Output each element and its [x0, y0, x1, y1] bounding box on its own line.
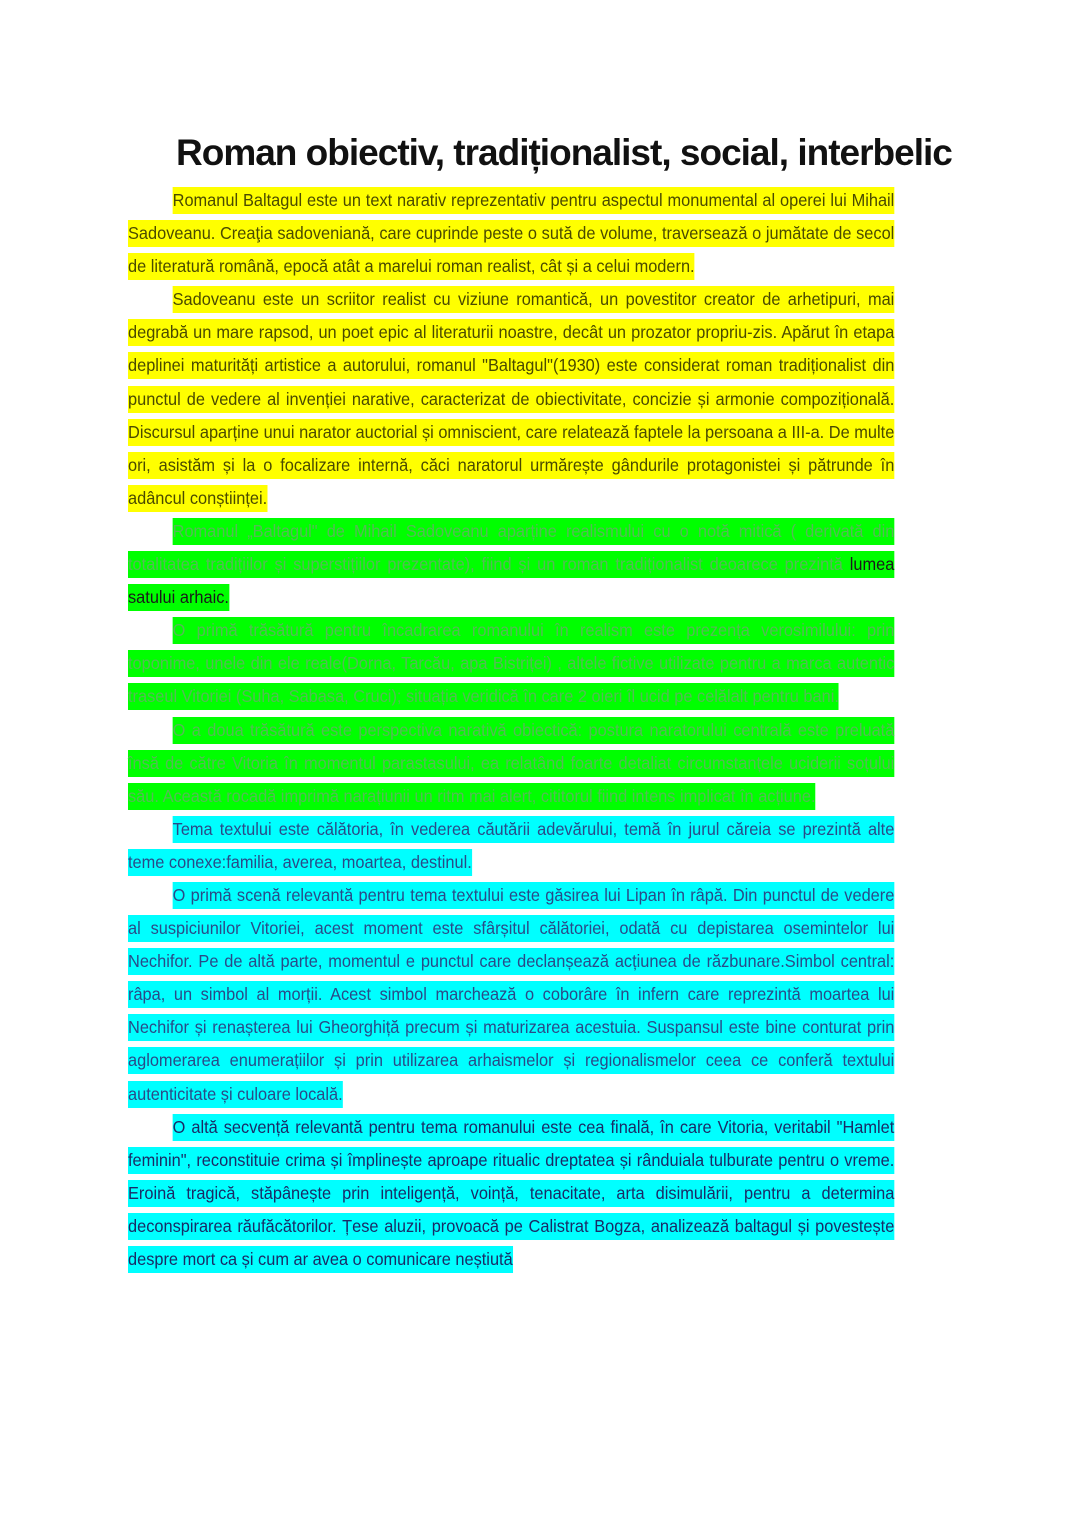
paragraph: [128, 184, 894, 283]
paragraph-text: O primă scenă relevantă pentru tema textului este găsirea lui Lipan în râpă. Din punctul de vedere al suspiciunilor Vitoriei, acest moment este sfârșitul călătoriei, odată cu depistarea osemintelor lui Nechifor. Pe de altă parte, momentul e punctul care declanșează acțiunea de răzbunare.Simbol central: râpa, un simbol al morții. Acest simbol marchează o coborâre în infern care reprezintă moartea lui Nechifor și renașterea lui Gheorghiță precum și maturizarea acestuia. Suspansul este bine conturat prin aglomerarea enumerațiilor și prin utilizarea arhaismelor și regionalismelor ceea ce conferă textului autenticitate și culoare locală.: [128, 882, 894, 1108]
paragraph: [128, 879, 894, 1111]
paragraph-text: Romanul Baltagul este un text narativ reprezentativ pentru aspectul monumental al operei lui Mihail Sadoveanu. Creaţia sadoveniană, care cuprinde peste o sută de volume, traversează o jumătate de secol de literatură română, epocă atât a marelui roman realist, cât și a celui modern.: [128, 187, 894, 280]
paragraph: [128, 813, 894, 879]
paragraph-text: Tema textului este călătoria, în vederea căutării adevărului, temă în jurul căreia se prezintă alte teme conexe:familia, averea, moartea, destinul.: [128, 816, 894, 876]
document-body: [128, 184, 894, 1276]
paragraph: [128, 1111, 894, 1276]
document-title: Roman obiectiv, tradiționalist, social, interbelic: [176, 132, 952, 173]
paragraph: [128, 614, 894, 713]
paragraph: [128, 515, 894, 614]
paragraph-text-tail: lumea satului arhaic.: [128, 554, 895, 608]
paragraph: [128, 714, 894, 813]
paragraph-text: [128, 518, 894, 611]
paragraph-text-main: Romanul „Baltagul" de Mihail Sadoveanu aparține realismului cu o notă mitică ( derivată din totalitatea tradițiilor și superstițiilor prezentate), fiind și un roman tradiționalist deoarece prezintă: [128, 520, 895, 575]
paragraph-text: O a doua trăsătură este perspectiva narativă obiectică: postura naratorului centrală este preluată însă de către Vitoria în momentul parastasului, ea relatând foarte detaliat circumstanțele uciderii soțului său. Această rocadă imprimă narațiunii un ritm mai alert, cititorul fiind intens implicat în acțiune.: [128, 717, 894, 810]
paragraph: [128, 283, 894, 515]
paragraph-text: O primă trăsătură pentru încadrarea romanului în realism este prezența verosimilului: prin toponime, unele din ele reale(Dorna, Tarcău, apa Bistriței) , altele fictive utilizate pentru a marca autentic traseul Vitoriei (Suha, Sabasa, Cruci); situația veridică în care 2 oieri îl ucid pe celălalt pentru bani.: [128, 617, 894, 710]
paragraph-text: O altă secvență relevantă pentru tema romanului este cea finală, în care Vitoria, veritabil "Hamlet feminin", reconstituie crima și împlinește aproape ritualic dreptatea și rânduiala tulburate pentru o vreme. Eroină tragică, stăpânește prin inteligență, voință, tenacitate, arta disimulării, pentru a determina deconspirarea răufăcătorilor. Țese aluzii, provoacă pe Calistrat Bogza, analizează baltagul și povestește despre mort ca și cum ar avea o comunicare neștiută: [128, 1114, 894, 1273]
paragraph-text: Sadoveanu este un scriitor realist cu viziune romantică, un povestitor creator de arhetipuri, mai degrabă un mare rapsod, un poet epic al literaturii noastre, decât un prozator propriu-zis. Apărut în etapa deplinei maturități artistice a autorului, romanul "Baltagul"(1930) este considerat roman tradiționalist din punctul de vedere al invenției narative, caracterizat de obiectivitate, concizie și armonie compozițională. Discursul aparține unui narator auctorial și omniscient, care relatează faptele la persoana a III-a. De multe ori, asistăm și la o focalizare internă, căci naratorul urmărește gândurile protagonistei și pătrunde în adâncul conștiinței.: [128, 286, 894, 512]
